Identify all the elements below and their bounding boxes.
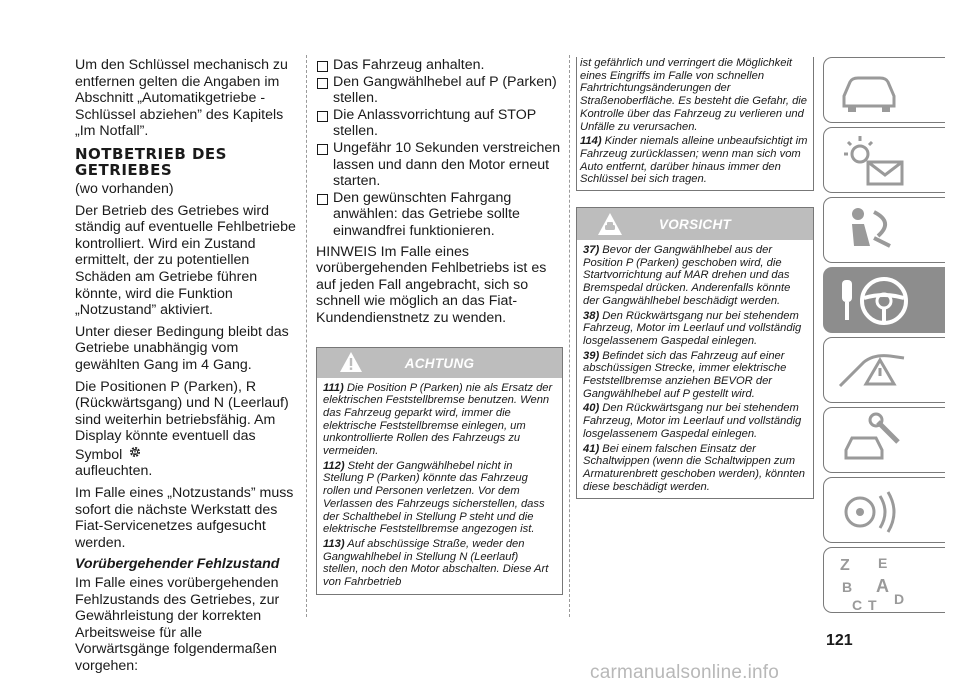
chapter-tabs xyxy=(823,57,945,616)
note-item: 40) Den Rückwärtsgang nur bei stehendem Fahrzeug, Motor im Leerlauf und vollständig losgelassenem Gaspedal einlegen. xyxy=(583,402,802,440)
svg-text:T: T xyxy=(868,597,877,613)
column-3 xyxy=(576,57,814,499)
bullet-square-icon xyxy=(317,111,328,122)
note-item: 111) Die Position P (Parken) nie als Ersatz der elektrischen Feststellbremse benutzen. Wenn das Fahrzeug geparkt wird, immer die elektrische Feststellbremse einlegen, um unkontrollierte Rollen des Fahrzeugs zu vermeiden. xyxy=(323,381,553,458)
gear-warning-icon xyxy=(128,445,142,464)
step-item: Das Fahrzeug anhalten. xyxy=(316,57,563,74)
column-1 xyxy=(75,57,297,680)
note-item: 38) Den Rückwärtsgang nur bei stehendem Fahrzeug, Motor im Leerlauf und vollständig losgelassenem Gaspedal einlegen. xyxy=(583,309,802,347)
svg-text:C: C xyxy=(852,597,863,613)
bullet-square-icon xyxy=(317,194,328,205)
tab-starting-driving[interactable] xyxy=(823,267,945,333)
watermark: carmanualsonline.info xyxy=(590,662,780,683)
paragraph-3-end: aufleuchten. xyxy=(75,463,153,480)
tab-emergency[interactable] xyxy=(823,337,945,403)
note-item: 41) Bei einem falschen Einsatz der Schaltwippen (wenn die Schaltwippen zum Armaturenbrett geschoben werden), könnten diese beschädigt werden. xyxy=(583,442,806,493)
paragraph-4: Im Falle eines „Notzustands” muss sofort die nächste Werkstatt des Fiat-Servicenetzes aufgesucht werden. xyxy=(75,485,294,551)
wrench-car-icon xyxy=(834,412,914,470)
caution-box xyxy=(576,207,814,499)
tab-safety[interactable] xyxy=(823,197,945,263)
page-number: 121 xyxy=(826,632,853,649)
paragraph-5: Im Falle eines vorübergehenden Fehlzustands des Getriebes, zur Gewährleistung der korrekten Arbeitsweise für alle Vorwärtsgänge folgendermaßen vorgehen: xyxy=(75,575,280,674)
bullet-square-icon xyxy=(317,144,328,155)
svg-text:D: D xyxy=(894,591,905,607)
attention-header xyxy=(317,348,562,378)
index-letters-icon xyxy=(834,552,924,616)
caution-title: VORSICHT xyxy=(658,217,732,233)
warning-lights-icon xyxy=(834,132,914,190)
tab-maintenance[interactable] xyxy=(823,407,945,473)
step-item: Die Anlassvorrichtung auf STOP stellen. xyxy=(316,107,563,140)
tab-warning-lights[interactable] xyxy=(823,127,945,193)
column-2 xyxy=(316,57,563,595)
tab-vehicle[interactable] xyxy=(823,57,945,123)
note-item: 37) Bevor der Gangwählhebel aus der Position P (Parken) geschoben wird, die Startvorrichtung auf MAR drehen und das Bremspedal drücken. Anderenfalls könnte der Gangwählhebel beschädigt werden. xyxy=(583,244,791,307)
attention-body xyxy=(317,378,562,594)
bullet-square-icon xyxy=(317,78,328,89)
key-steering-wheel-icon xyxy=(834,272,924,330)
intro-paragraph: Um den Schlüssel mechanisch zu entfernen gelten die Angaben im Abschnitt „Automatikgetriebe - Schlüssel abziehen” des Kapitels „Im Notfall”. xyxy=(75,57,288,140)
car-icon xyxy=(834,62,904,118)
attention-continuation xyxy=(576,57,814,191)
attention-box xyxy=(316,347,563,595)
caution-header xyxy=(577,208,813,240)
caution-body xyxy=(577,240,813,498)
step-item: Ungefähr 10 Sekunden verstreichen lassen und dann den Motor erneut starten. xyxy=(316,140,563,190)
note-item: 39) Befindet sich das Fahrzeug auf einer abschüssigen Strecke, immer elektrische Feststellbremse anziehen BEVOR der Gangwählhebel auf P gestellt wird. xyxy=(583,349,787,400)
tab-multimedia[interactable] xyxy=(823,477,945,543)
attention-title: ACHTUNG xyxy=(404,355,475,371)
svg-text:Z: Z xyxy=(840,557,850,574)
step-item: Den gewünschten Fahrgang anwählen: das Getriebe sollte einwandfrei funktionieren. xyxy=(316,190,563,240)
step-item: Den Gangwählhebel auf P (Parken) stellen. xyxy=(316,74,563,107)
optional-note: (wo vorhanden) xyxy=(75,180,174,197)
section-heading: NOTBETRIEB DES GETRIEBES xyxy=(75,144,227,179)
svg-text:A: A xyxy=(876,576,889,596)
paragraph-3 xyxy=(75,379,297,481)
bullet-square-icon xyxy=(317,61,328,72)
column-divider xyxy=(569,55,570,617)
road-hazard-icon xyxy=(834,342,914,400)
note-item: 112) Steht der Gangwählhebel nicht in Stellung P (Parken) könnte das Fahrzeug rollen und Personen verletzen. Vor dem Verlassen des Fahrzeugs sicherstellen, dass der Schalthebel in Stellung P steht und die elektrische Feststellbremse angezogen ist. xyxy=(323,459,545,536)
paragraph-2: Unter dieser Bedingung bleibt das Getriebe unabhängig vom gewählten Gang im 4 Gang. xyxy=(75,323,289,373)
paragraph-1: Der Betrieb des Getriebes wird ständig auf eventuelle Fehlbetriebe kontrolliert. Wird ein Zustand ermittelt, der zu potentiellen Schäden am Getriebe führen könnte, wird die Funktion „Notzustand” aktiviert. xyxy=(75,202,296,319)
continuation-text: ist gefährlich und verringert die Möglichkeit eines Eingriffs im Falle von schnellen Fahrtrichtungsänderungen der Straßenoberfläche. Es besteht die Gefahr, die Kontrolle über das Fahrzeug zu verlieren und Unfälle zu verursachen. xyxy=(580,57,807,133)
note-item: 113) Auf abschüssige Straße, weder den Gangwahlhebel in Stellung N (Leerlauf) stellen, noch den Motor abschalten. Diese Art von Fahrbetrieb xyxy=(323,537,549,589)
note-item: 114) Kinder niemals alleine unbeaufsichtigt im Fahrzeug zurücklassen; wenn man sich vom Auto entfernt, darüber hinaus immer den Schlüssel bei sich tragen. xyxy=(580,135,808,186)
hint-paragraph: HINWEIS Im Falle eines vorübergehenden Fehlbetriebs ist es auf jeden Fall angebracht, sich so schnell wie möglich an das Fiat-Kundendienstnetz zu wenden. xyxy=(316,243,547,326)
multimedia-icon xyxy=(834,482,914,540)
svg-text:B: B xyxy=(842,579,853,595)
svg-text:E: E xyxy=(878,555,888,571)
seat-airbag-icon xyxy=(834,202,914,260)
column-divider xyxy=(306,55,307,617)
tab-index[interactable] xyxy=(823,547,945,613)
paragraph-3-text: Die Positionen P (Parken), R (Rückwärtsgang) und N (Leerlauf) sind weiterhin betriebsfähig. Am Display könnte eventuell das Symbol xyxy=(75,378,289,463)
subheading: Vorübergehender Fehlzustand xyxy=(75,556,280,573)
